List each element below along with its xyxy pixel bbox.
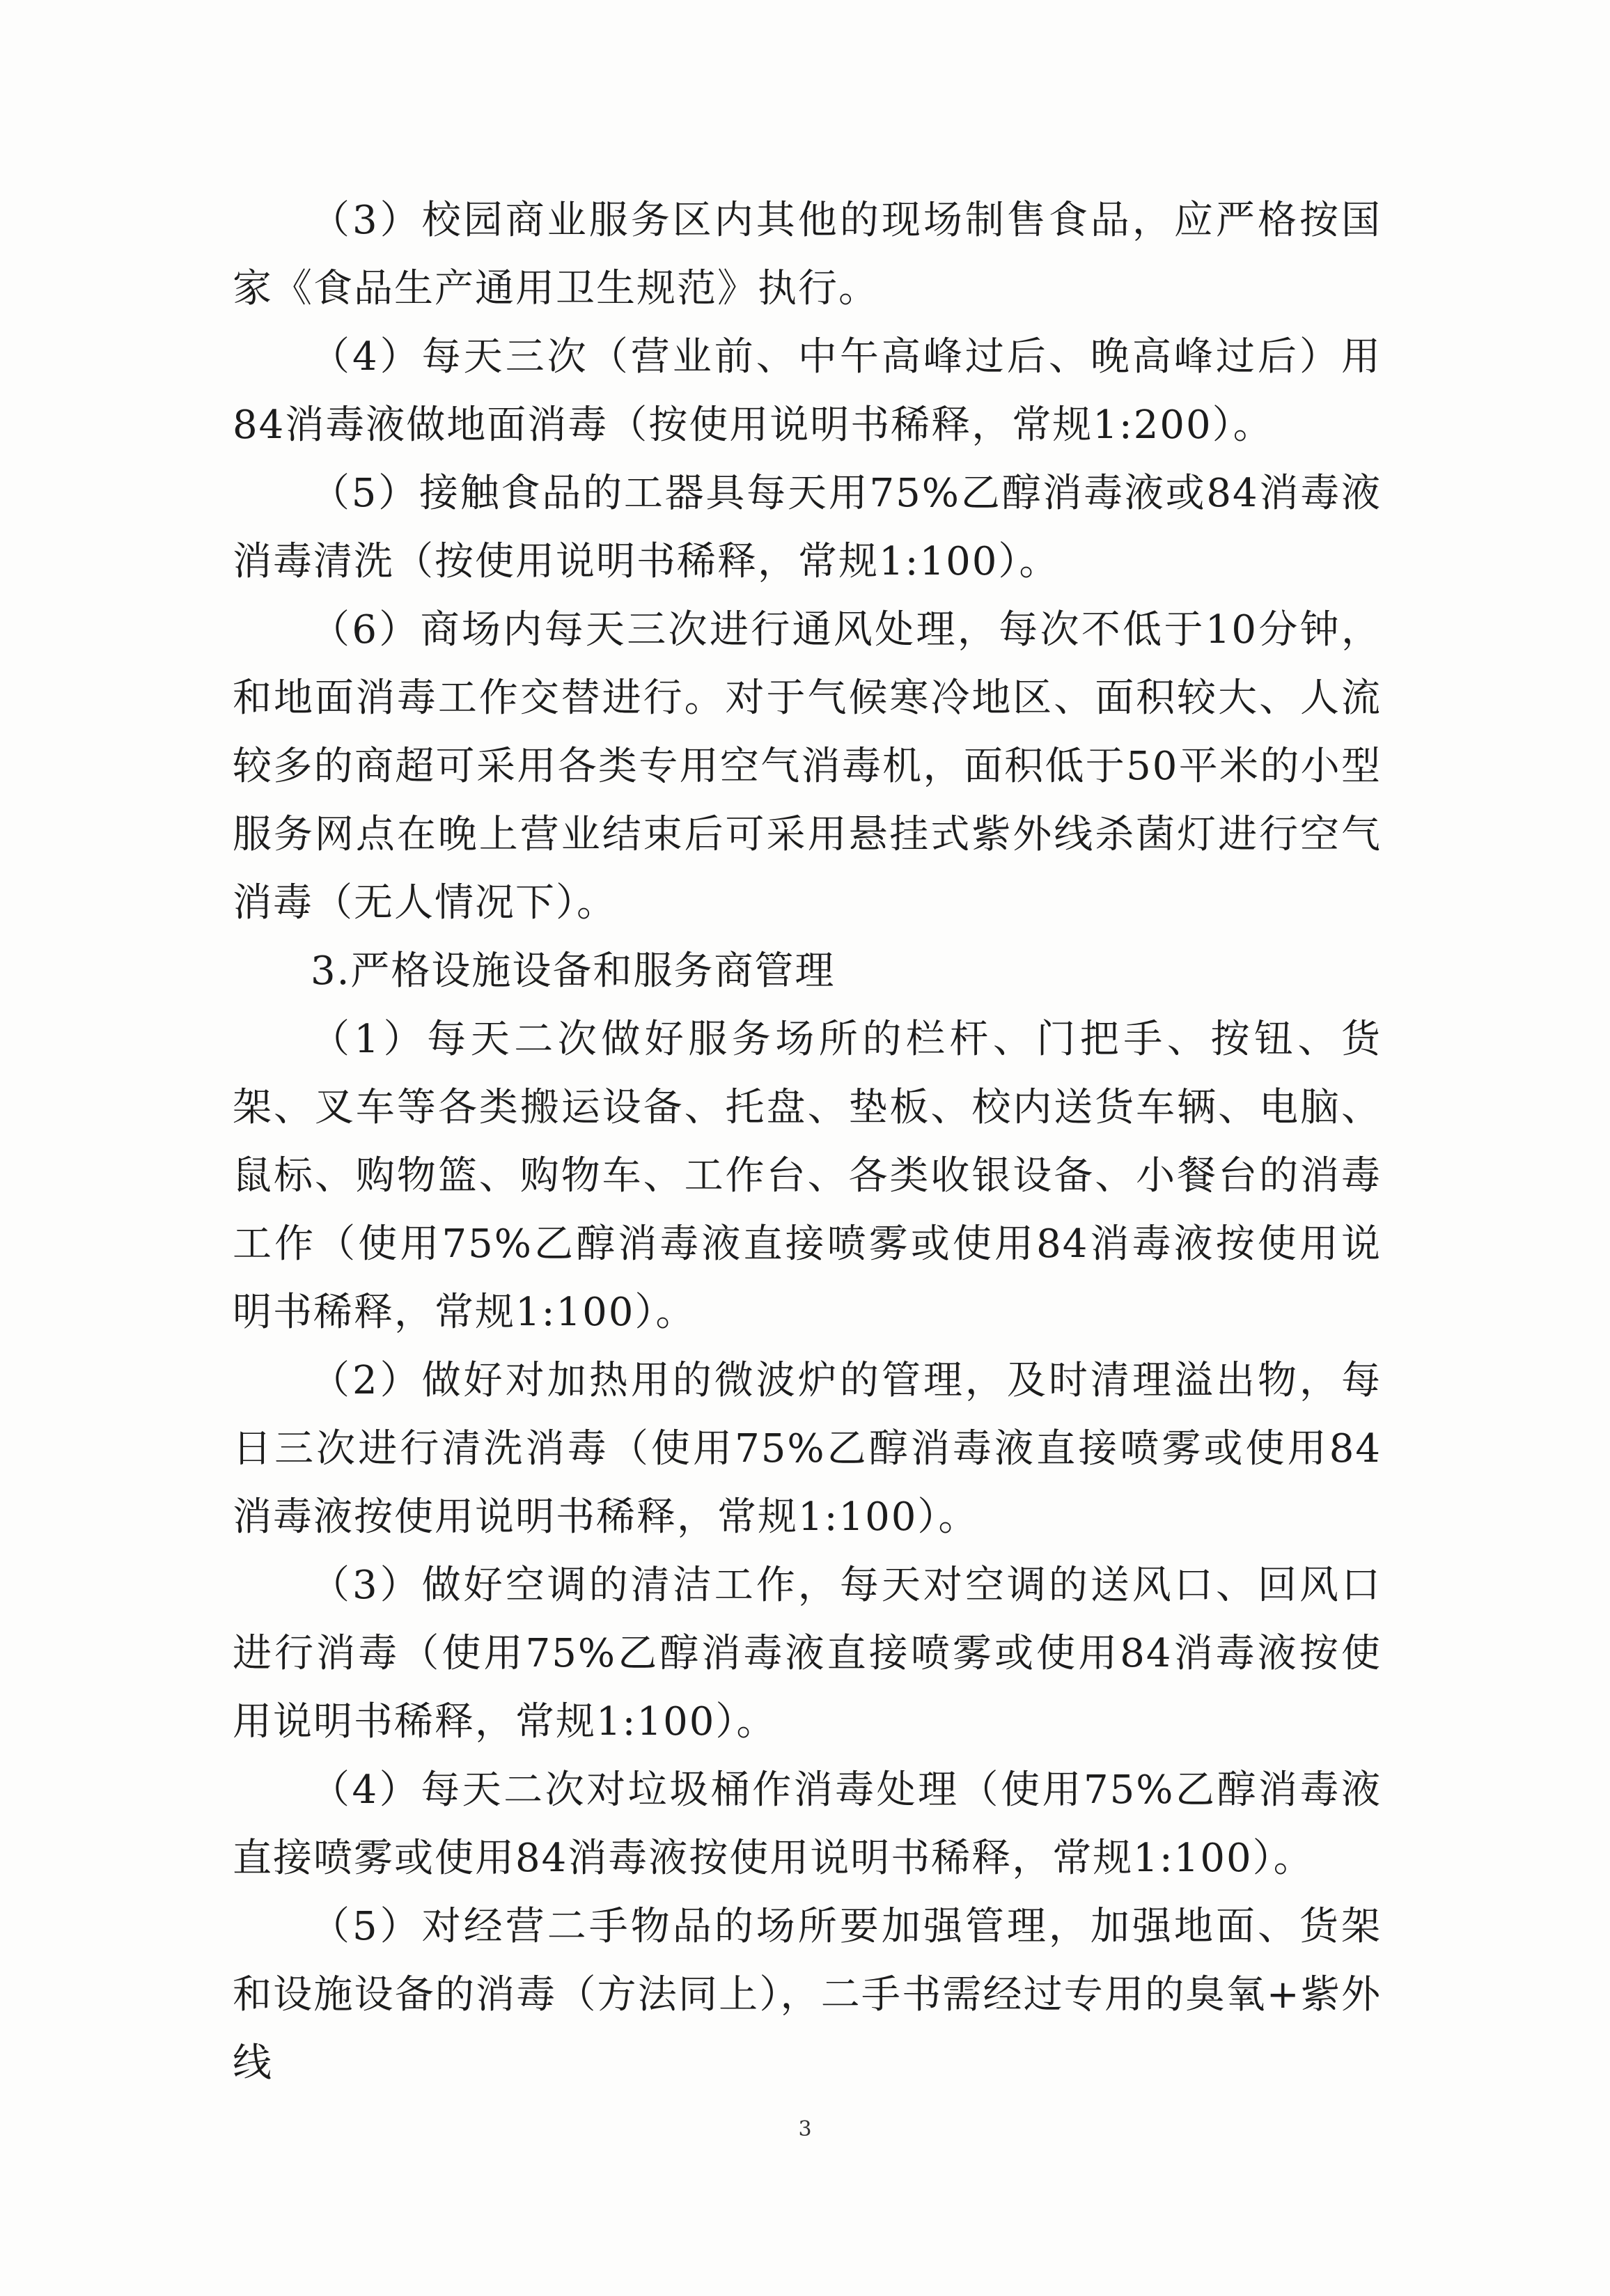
paragraph-7: （3）做好空调的清洁工作，每天对空调的送风口、回风口进行消毒（使用75%乙醇消毒液直接喷雾或使用84消毒液按使用说明书稀释，常规1:100）。	[233, 1563, 1382, 1744]
paragraph-9: （5）对经营二手物品的场所要加强管理，加强地面、货架和设施设备的消毒（方法同上），二手书需经过专用的臭氧+紫外线	[233, 1904, 1382, 2086]
paragraph-4: （6）商场内每天三次进行通风处理，每次不低于10分钟，和地面消毒工作交替进行。对于气候寒冷地区、面积较大、人流较多的商超可采用各类专用空气消毒机，面积低于50平米的小型服务网点在晚上营业结束后可采用悬挂式紫外线杀菌灯进行空气消毒（无人情况下）。	[233, 607, 1382, 926]
page-number: 3	[798, 2117, 812, 2141]
paragraph-1: （3）校园商业服务区内其他的现场制售食品，应严格按国家《食品生产通用卫生规范》执行。	[233, 198, 1382, 311]
paragraph-6: （2）做好对加热用的微波炉的管理，及时清理溢出物，每日三次进行清洗消毒（使用75%乙醇消毒液直接喷雾或使用84消毒液按使用说明书稀释，常规1:100）。	[233, 1358, 1382, 1540]
paragraph-5: （1）每天二次做好服务场所的栏杆、门把手、按钮、货架、叉车等各类搬运设备、托盘、垫板、校内送货车辆、电脑、鼠标、购物篮、购物车、工作台、各类收银设备、小餐台的消毒工作（使用75%乙醇消毒液直接喷雾或使用84消毒液按使用说明书稀释，常规1:100）。	[233, 1017, 1382, 1335]
section-heading: 3.严格设施设备和服务商管理	[311, 948, 836, 994]
paragraph-2: （4）每天三次（营业前、中午高峰过后、晚高峰过后）用84消毒液做地面消毒（按使用说明书稀释，常规1:200）。	[233, 334, 1382, 448]
paragraph-3: （5）接触食品的工器具每天用75%乙醇消毒液或84消毒液消毒清洗（按使用说明书稀释，常规1:100）。	[233, 471, 1382, 584]
paragraph-8: （4）每天二次对垃圾桶作消毒处理（使用75%乙醇消毒液直接喷雾或使用84消毒液按使用说明书稀释，常规1:100）。	[233, 1767, 1382, 1881]
body-text	[233, 187, 1382, 2098]
